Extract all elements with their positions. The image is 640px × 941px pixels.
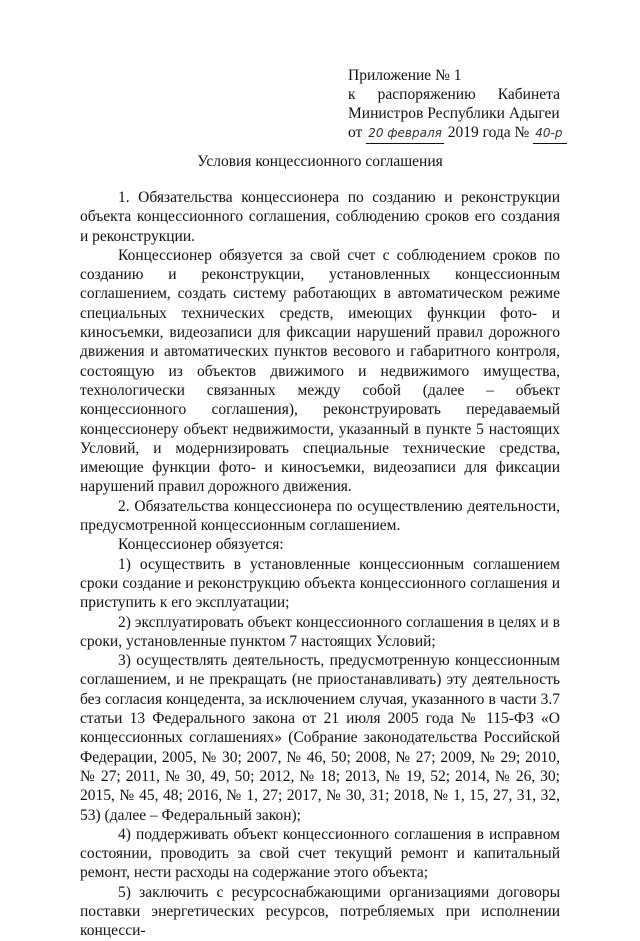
document-title: Условия концессионного соглашения bbox=[197, 153, 443, 170]
paragraph: 1) осуществить в установленные концессионным соглашением сроки создание и реконструкцию объекта концессионного соглашения и приступить к его эксплуатации; bbox=[80, 555, 560, 612]
appendix-from: от bbox=[348, 124, 363, 141]
handwritten-date: 20 февраля bbox=[366, 124, 444, 144]
appendix-k: к bbox=[348, 86, 356, 103]
appendix-year: 2019 года № bbox=[447, 124, 530, 141]
appendix-number: Приложение № 1 bbox=[348, 67, 462, 84]
paragraph: 1. Обязательства концессионера по созданию и реконструкции объекта концессионного соглашения, соблюдению сроков его создания и реконструкции. bbox=[80, 189, 560, 245]
appendix-order-word: распоряжению bbox=[377, 86, 476, 103]
paragraph: 2) эксплуатировать объект концессионного соглашения в целях и в сроки, установленные пунктом 7 настоящих Условий; bbox=[80, 613, 560, 650]
appendix-ministers: Министров Республики Адыгеи bbox=[348, 105, 560, 122]
paragraph: Концессионер обязуется: bbox=[118, 536, 284, 554]
paragraph: 3) осуществлять деятельность, предусмотренную концессионным соглашением, и не прекращать (не приостанавливать) эту деятельность без согласия концедента, за исключением случая, указанного в части 3.7 статьи 13 Федерального закона от 21 июля 2005 года № 115-ФЗ «О концессионных соглашениях» (Собрание законодательства Российской Федерации, 2005, № 30; 2007, № 46, 50; 2008, № 27; 2009, № 29; 2010, № 27; 2011, № 30, 49, 50; 2012, № 18; 2013, № 19, 52; 2014, № 26, 30; 2015, № 45, 48; 2016, № 1, 27; 2017, № 30, 31; 2018, № 1, 15, 27, 31, 32, 53) (далее – Федеральный закон); bbox=[80, 652, 560, 824]
paragraph: Концессионер обязуется за свой счет с соблюдением сроков по созданию и реконструкции, установленных концессионным соглашением, создать систему работающих в автоматическом режиме специальных технических средств, имеющих функции фото- и киносъемки, видеозаписи для фиксации нарушений правил дорожного движения и автоматических пунктов весового и габаритного контроля, состоящую из объектов движимого и недвижимого имущества, технологически связанных между собой (далее – объект концессионного соглашения), реконструировать передаваемый концессионеру объект недвижимости, указанный в пункте 5 настоящих Условий, и модернизировать специальные технические средства, имеющие функции фото- и киносъемки, видеозаписи для фиксации нарушений правил дорожного движения. bbox=[80, 246, 560, 496]
paragraph: 4) поддерживать объект концессионного соглашения в исправном состоянии, проводить за свой счет текущий ремонт и капитальный ремонт, нести расходы на содержание этого объекта; bbox=[80, 825, 560, 882]
appendix-cabinet-word: Кабинета bbox=[497, 86, 560, 103]
handwritten-number: 40-р bbox=[533, 124, 567, 144]
appendix-header bbox=[348, 66, 563, 144]
appendix-order-line bbox=[348, 85, 560, 104]
appendix-date-line bbox=[348, 123, 563, 144]
paragraph: 5) заключить с ресурсоснабжающими организациями договоры поставки энергетических ресурсов, потребляемых при исполнении концесси- bbox=[80, 883, 560, 940]
document-body bbox=[80, 188, 560, 941]
paragraph: 2. Обязательства концессионера по осуществлению деятельности, предусмотренной концессионным соглашением. bbox=[80, 497, 560, 535]
